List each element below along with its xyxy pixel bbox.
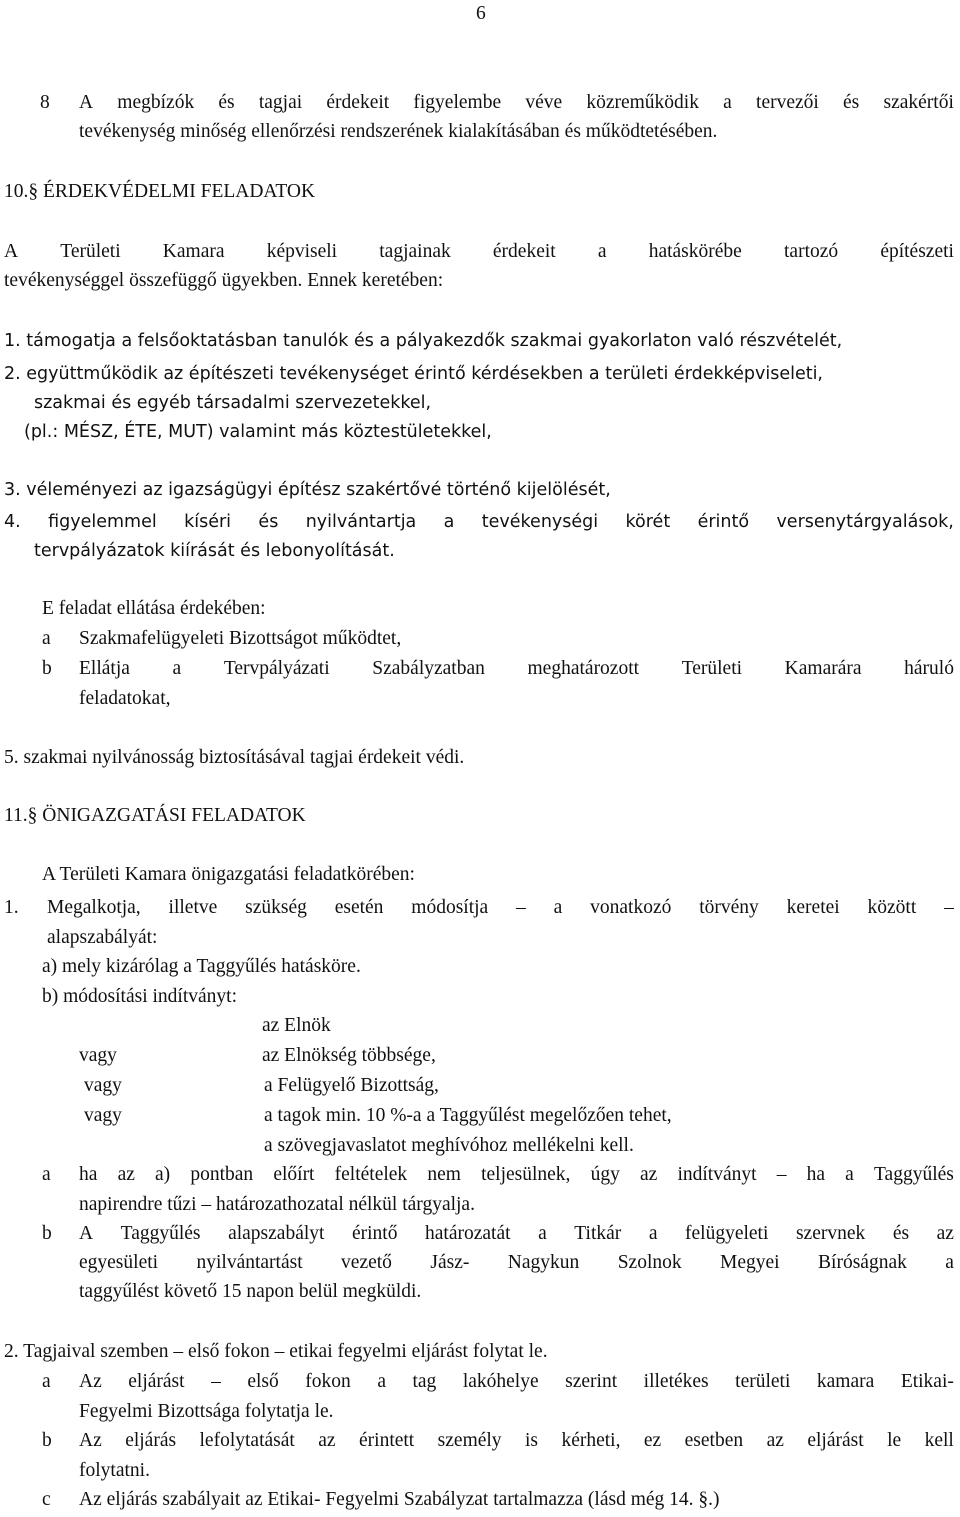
word: körét: [625, 512, 671, 532]
word: esetén: [334, 897, 384, 918]
word: Bíróságnak: [818, 1252, 907, 1273]
word: Területi: [60, 241, 121, 262]
task-b-line-2: feladatokat,: [79, 688, 171, 709]
word: érdekeit: [492, 241, 556, 262]
word: kérheti,: [561, 1430, 621, 1451]
section-10-title: 10.§ ÉRDEKVÉDELMI FELADATOK: [4, 181, 316, 202]
section-10-point-2-line-1: 2. együttműködik az építészeti tevékenységet érintő kérdésekben a területi érdekképviseleti,: [4, 364, 823, 384]
word: a: [172, 658, 182, 679]
word: az: [936, 1223, 954, 1244]
word: –: [776, 1164, 787, 1185]
word: Taggyűlés: [120, 1223, 201, 1244]
word: eljárást: [807, 1430, 864, 1451]
word: úgy: [590, 1164, 620, 1185]
word: szükség: [245, 897, 307, 918]
word: le: [887, 1430, 902, 1451]
vagy-3: vagy: [84, 1105, 122, 1126]
word: alapszabályt: [228, 1223, 325, 1244]
word: és: [892, 1223, 910, 1244]
word: Az: [79, 1371, 102, 1392]
word: a: [443, 512, 455, 532]
word: tag: [412, 1371, 437, 1392]
word: 4.: [4, 512, 21, 532]
task-b-letter: b: [42, 658, 52, 679]
word: –: [944, 897, 954, 918]
word: és: [258, 512, 279, 532]
item-jb-line-2: folytatni.: [79, 1460, 150, 1481]
word: Kamara: [162, 241, 225, 262]
word: képviseli: [266, 241, 338, 262]
word: Nagykun: [507, 1252, 580, 1273]
word: a: [553, 897, 563, 918]
word: szervnek: [795, 1223, 866, 1244]
item-1-line-2: alapszabályát:: [47, 927, 158, 948]
page-number: 6: [476, 3, 486, 24]
word: A: [79, 92, 94, 113]
word: az: [640, 1164, 658, 1185]
word: között: [867, 897, 917, 918]
vagy-2: vagy: [84, 1075, 122, 1096]
word: Szabályzatban: [372, 658, 485, 679]
section-10-point-4-line-1: [4, 510, 954, 534]
word: szakértői: [883, 92, 954, 113]
word: lakóhelye: [462, 1371, 539, 1392]
item-ia-line-2: napirendre tűzi – határozathozatal nélkül tárgyalja.: [79, 1194, 475, 1215]
word: indítványt: [677, 1164, 757, 1185]
word: és: [218, 92, 235, 113]
word: eljárást: [128, 1371, 185, 1392]
item-ib-letter: b: [42, 1223, 52, 1244]
word: közreműködik: [586, 92, 699, 113]
item-8-line-2: tevékenység minőség ellenőrzési rendszerének kialakításában és működtetésében.: [79, 121, 718, 142]
word: véve: [525, 92, 563, 113]
word: Az: [79, 1430, 102, 1451]
word: illetékes: [643, 1371, 709, 1392]
word: háruló: [904, 658, 954, 679]
item-ja-line-2: Fegyelmi Bizottsága folytatja le.: [79, 1401, 334, 1422]
word: keretei: [786, 897, 840, 918]
word: határozatát: [425, 1223, 511, 1244]
word: megbízók: [117, 92, 195, 113]
task-intro: E feladat ellátása érdekében:: [42, 598, 266, 619]
proposer-elnokseg: az Elnökség többsége,: [262, 1045, 436, 1066]
word: tervezői: [756, 92, 819, 113]
word: teljesülnek,: [481, 1164, 571, 1185]
word: ez: [643, 1430, 662, 1451]
item-ia-letter: a: [42, 1164, 51, 1185]
word: tartozó: [784, 241, 839, 262]
word: felügyeleti: [685, 1223, 769, 1244]
word: meghatározott: [527, 658, 640, 679]
word: kamara: [816, 1371, 875, 1392]
word: a: [845, 1164, 854, 1185]
word: Tervpályázati: [223, 658, 330, 679]
section-11-title: 11.§ ÖNIGAZGATÁSI FELADATOK: [4, 805, 306, 826]
word: a: [648, 1223, 658, 1244]
item-1-b: b) módosítási indítványt:: [42, 986, 237, 1007]
word: vonatkozó: [590, 897, 672, 918]
item-1-a: a) mely kizárólag a Taggyűlés hatásköre.: [42, 956, 361, 977]
word: egyesületi: [79, 1252, 159, 1273]
word: a: [723, 92, 732, 113]
word: lefolytatását: [199, 1430, 295, 1451]
word: Megyei: [720, 1252, 780, 1273]
task-a-letter: a: [42, 628, 51, 649]
item-ja-letter: a: [42, 1371, 51, 1392]
item-jc-letter: c: [42, 1489, 51, 1510]
word: érdekeit: [326, 92, 390, 113]
word: az: [318, 1430, 336, 1451]
word: esetben: [684, 1430, 744, 1451]
section-10-point-1: 1. támogatja a felsőoktatásban tanulók és a pályakezdők szakmai gyakorlaton való részvételét,: [4, 331, 843, 351]
word: nyilvántartást: [196, 1252, 303, 1273]
word: Ellátja: [79, 658, 130, 679]
word: A: [4, 241, 19, 262]
word: kíséri: [184, 512, 232, 532]
word: pontban: [190, 1164, 254, 1185]
item-jb-letter: b: [42, 1430, 52, 1451]
word: módosítja: [411, 897, 489, 918]
word: feltételek: [334, 1164, 408, 1185]
section-10-point-5: 5. szakmai nyilvánosság biztosításával tagjai érdekeit védi.: [4, 747, 465, 768]
vagy-1: vagy: [79, 1045, 117, 1066]
section-10-intro-line-1: [4, 240, 954, 264]
section-10-intro-line-2: tevékenységgel összefüggő ügyekben. Ennek keretében:: [4, 270, 444, 291]
word: Jász-: [430, 1252, 470, 1273]
word: szerint: [565, 1371, 618, 1392]
word: tevékenységi: [481, 512, 599, 532]
item-jb-line-1: [79, 1429, 954, 1453]
word: az: [117, 1164, 135, 1185]
item-ib-line-1: [79, 1222, 954, 1246]
item-8-line-1: [79, 91, 954, 115]
word: érintő: [351, 1223, 398, 1244]
word: kell: [924, 1430, 954, 1451]
word: a): [155, 1164, 171, 1185]
item-ja-line-1: [79, 1370, 954, 1394]
word: a: [538, 1223, 547, 1244]
word: Taggyűlés: [873, 1164, 954, 1185]
word: hatáskörébe: [648, 241, 742, 262]
word: tagjainak: [379, 241, 451, 262]
item-ib-line-3: taggyűlést követő 15 napon belül megküldi.: [79, 1281, 422, 1302]
word: Megalkotja,: [47, 897, 141, 918]
word: tagjai: [258, 92, 303, 113]
word: illetve: [168, 897, 218, 918]
word: érintő: [697, 512, 750, 532]
item-8-number: 8: [40, 92, 50, 113]
word: és: [843, 92, 860, 113]
section-10-point-4-line-2: tervpályázatok kiírását és lebonyolítását.: [34, 541, 395, 561]
word: vezető: [341, 1252, 392, 1273]
word: ha: [79, 1164, 98, 1185]
proposer-felugyelo: a Felügyelő Bizottság,: [264, 1075, 439, 1096]
word: is: [525, 1430, 539, 1451]
section-10-point-2-line-3: (pl.: MÉSZ, ÉTE, MUT) valamint más köztestületekkel,: [24, 422, 492, 442]
item-jc-text: Az eljárás szabályait az Etikai- Fegyelmi Szabályzat tartalmazza (lásd még 14. §.): [79, 1489, 720, 1510]
word: érintett: [359, 1430, 415, 1451]
section-10-point-3: 3. véleményezi az igazságügyi építész szakértővé történő kijelölését,: [4, 480, 611, 500]
section-10-point-2-line-2: szakmai és egyéb társadalmi szervezetekkel,: [34, 393, 432, 413]
proposer-tagok: a tagok min. 10 %-a a Taggyűlést megelőzően tehet,: [264, 1105, 672, 1126]
word: építészeti: [880, 241, 954, 262]
word: eljárás: [125, 1430, 177, 1451]
word: Titkár: [574, 1223, 622, 1244]
item-ib-line-2: [79, 1251, 954, 1275]
word: törvény: [699, 897, 759, 918]
word: A: [79, 1223, 94, 1244]
word: versenytárgyalások,: [776, 512, 954, 532]
word: Területi: [681, 658, 743, 679]
word: fokon: [305, 1371, 351, 1392]
item-2: 2. Tagjaival szemben – első fokon – etikai fegyelmi eljárást folytat le.: [4, 1341, 548, 1362]
word: első: [247, 1371, 279, 1392]
word: nem: [427, 1164, 461, 1185]
proposer-elnok: az Elnök: [262, 1015, 331, 1036]
word: Kamarára: [784, 658, 862, 679]
word: az: [766, 1430, 784, 1451]
word: Etikai-: [900, 1371, 954, 1392]
word: a: [945, 1252, 954, 1273]
word: nyilvántartja: [305, 512, 417, 532]
word: személy: [437, 1430, 502, 1451]
item-ia-line-1: [79, 1163, 954, 1187]
proposal-text-note: a szövegjavaslatot meghívóhoz mellékelni kell.: [264, 1135, 634, 1156]
task-a-text: Szakmafelügyeleti Bizottságot működtet,: [79, 628, 402, 649]
word: ha: [806, 1164, 826, 1185]
item-1-number: 1.: [4, 897, 19, 918]
word: –: [211, 1371, 221, 1392]
section-11-intro: A Területi Kamara önigazgatási feladatkörében:: [42, 864, 415, 885]
word: figyelembe: [413, 92, 502, 113]
word: figyelemmel: [48, 512, 157, 532]
word: a: [597, 241, 607, 262]
word: Szolnok: [617, 1252, 682, 1273]
word: –: [516, 897, 526, 918]
word: előírt: [273, 1164, 315, 1185]
word: a: [377, 1371, 386, 1392]
task-b-line-1: [79, 657, 954, 681]
item-1-line-1: [47, 896, 954, 920]
word: területi: [735, 1371, 791, 1392]
